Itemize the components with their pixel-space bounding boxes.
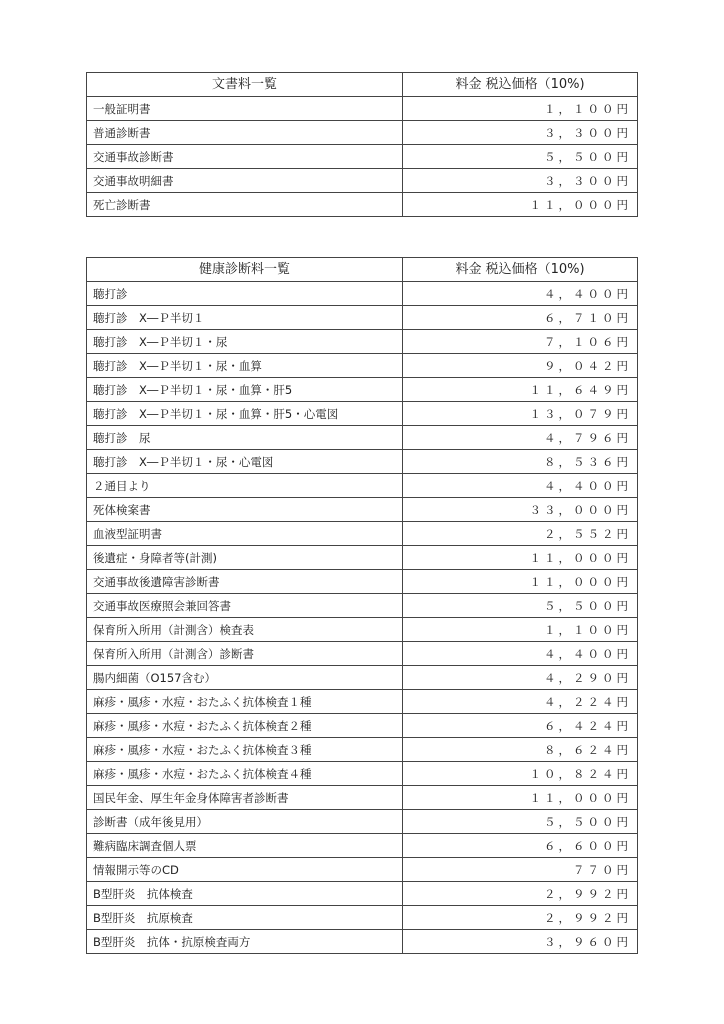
- table-row: [87, 786, 638, 810]
- item-name: 聴打診 X―Ｐ半切１・尿・血算: [87, 354, 403, 378]
- item-price: １１，０００円: [403, 546, 638, 570]
- item-name: 普通診断書: [87, 121, 403, 145]
- item-price: ４，４００円: [403, 474, 638, 498]
- item-name: 麻疹・風疹・水痘・おたふく抗体検査２種: [87, 714, 403, 738]
- table-row: [87, 666, 638, 690]
- item-price: ４，７９６円: [403, 426, 638, 450]
- item-price: ３，３００円: [403, 121, 638, 145]
- item-price: ４，４００円: [403, 642, 638, 666]
- item-price: ７，１０６円: [403, 330, 638, 354]
- item-name: 後遺症・身障者等(計測): [87, 546, 403, 570]
- item-price: ５，５００円: [403, 145, 638, 169]
- table-row: [87, 354, 638, 378]
- item-price: ３３，０００円: [403, 498, 638, 522]
- table-row: [87, 474, 638, 498]
- table-row: [87, 121, 638, 145]
- item-name: 情報開示等のCD: [87, 858, 403, 882]
- health-checkup-fee-table: [86, 257, 638, 954]
- item-name: 血液型証明書: [87, 522, 403, 546]
- table-row: [87, 642, 638, 666]
- item-price: １，１００円: [403, 618, 638, 642]
- table-row: [87, 282, 638, 306]
- item-price: ４，２２４円: [403, 690, 638, 714]
- item-price: １１，０００円: [403, 570, 638, 594]
- item-name: B型肝炎 抗体検査: [87, 882, 403, 906]
- item-name: 聴打診 X―Ｐ半切１・尿・心電図: [87, 450, 403, 474]
- table-row: [87, 546, 638, 570]
- table-row: [87, 330, 638, 354]
- table-row: [87, 498, 638, 522]
- item-price: １，１００円: [403, 97, 638, 121]
- table-row: [87, 570, 638, 594]
- item-name: 聴打診 X―Ｐ半切１・尿・血算・肝5: [87, 378, 403, 402]
- table-row: [87, 714, 638, 738]
- item-price: ９，０４２円: [403, 354, 638, 378]
- item-name: 国民年金、厚生年金身体障害者診断書: [87, 786, 403, 810]
- table-row: [87, 450, 638, 474]
- item-name: 交通事故後遺障害診断書: [87, 570, 403, 594]
- table-row: [87, 810, 638, 834]
- table-row: [87, 169, 638, 193]
- item-price: ３，９６０円: [403, 930, 638, 954]
- table-row: [87, 762, 638, 786]
- table-row: [87, 402, 638, 426]
- item-price: ５，５００円: [403, 594, 638, 618]
- item-price: １１，０００円: [403, 193, 638, 217]
- table-header-row: [87, 258, 638, 282]
- document-fee-table: [86, 72, 638, 217]
- table-row: [87, 426, 638, 450]
- item-name: 交通事故医療照会兼回答書: [87, 594, 403, 618]
- item-name: 聴打診: [87, 282, 403, 306]
- table-row: [87, 145, 638, 169]
- item-name: 保育所入所用（計測含）診断書: [87, 642, 403, 666]
- item-name: 聴打診 X―Ｐ半切１・尿・血算・肝5・心電図: [87, 402, 403, 426]
- item-price: ８，５３６円: [403, 450, 638, 474]
- item-name: 保育所入所用（計測含）検査表: [87, 618, 403, 642]
- item-name: 死体検案書: [87, 498, 403, 522]
- item-price: ２，５５２円: [403, 522, 638, 546]
- item-price: １１，０００円: [403, 786, 638, 810]
- item-price: ４，２９０円: [403, 666, 638, 690]
- item-name: 聴打診 尿: [87, 426, 403, 450]
- item-price: １０，８２４円: [403, 762, 638, 786]
- column-header-name: 健康診断料一覧: [87, 258, 403, 282]
- item-price: ７７０円: [403, 858, 638, 882]
- table-row: [87, 738, 638, 762]
- item-name: 難病臨床調査個人票: [87, 834, 403, 858]
- table-row: [87, 522, 638, 546]
- table-row: [87, 906, 638, 930]
- item-name: 一般証明書: [87, 97, 403, 121]
- column-header-price: 料金 税込価格（10%): [403, 73, 638, 97]
- item-price: ５，５００円: [403, 810, 638, 834]
- item-name: B型肝炎 抗体・抗原検査両方: [87, 930, 403, 954]
- item-name: 診断書（成年後見用）: [87, 810, 403, 834]
- table-row: [87, 306, 638, 330]
- item-price: ４，４００円: [403, 282, 638, 306]
- table-row: [87, 378, 638, 402]
- item-name: B型肝炎 抗原検査: [87, 906, 403, 930]
- item-price: ６，４２４円: [403, 714, 638, 738]
- item-price: ３，３００円: [403, 169, 638, 193]
- table-row: [87, 193, 638, 217]
- table-row: [87, 858, 638, 882]
- item-price: ６，７１０円: [403, 306, 638, 330]
- table-row: [87, 930, 638, 954]
- item-name: 交通事故明細書: [87, 169, 403, 193]
- item-price: ８，６２４円: [403, 738, 638, 762]
- item-name: 死亡診断書: [87, 193, 403, 217]
- item-name: 麻疹・風疹・水痘・おたふく抗体検査１種: [87, 690, 403, 714]
- item-price: １１，６４９円: [403, 378, 638, 402]
- item-price: １３，０７９円: [403, 402, 638, 426]
- table-header-row: [87, 73, 638, 97]
- table-row: [87, 834, 638, 858]
- item-name: 麻疹・風疹・水痘・おたふく抗体検査３種: [87, 738, 403, 762]
- column-header-name: 文書料一覧: [87, 73, 403, 97]
- table-row: [87, 882, 638, 906]
- item-name: 聴打診 X―Ｐ半切１・尿: [87, 330, 403, 354]
- table-row: [87, 618, 638, 642]
- item-name: 交通事故診断書: [87, 145, 403, 169]
- item-price: ２，９９２円: [403, 906, 638, 930]
- item-price: ６，６００円: [403, 834, 638, 858]
- item-name: 腸内細菌（O157含む）: [87, 666, 403, 690]
- table-row: [87, 690, 638, 714]
- item-price: ２，９９２円: [403, 882, 638, 906]
- item-name: 麻疹・風疹・水痘・おたふく抗体検査４種: [87, 762, 403, 786]
- column-header-price: 料金 税込価格（10%): [403, 258, 638, 282]
- table-row: [87, 594, 638, 618]
- item-name: ２通目より: [87, 474, 403, 498]
- item-name: 聴打診 X―Ｐ半切１: [87, 306, 403, 330]
- table-row: [87, 97, 638, 121]
